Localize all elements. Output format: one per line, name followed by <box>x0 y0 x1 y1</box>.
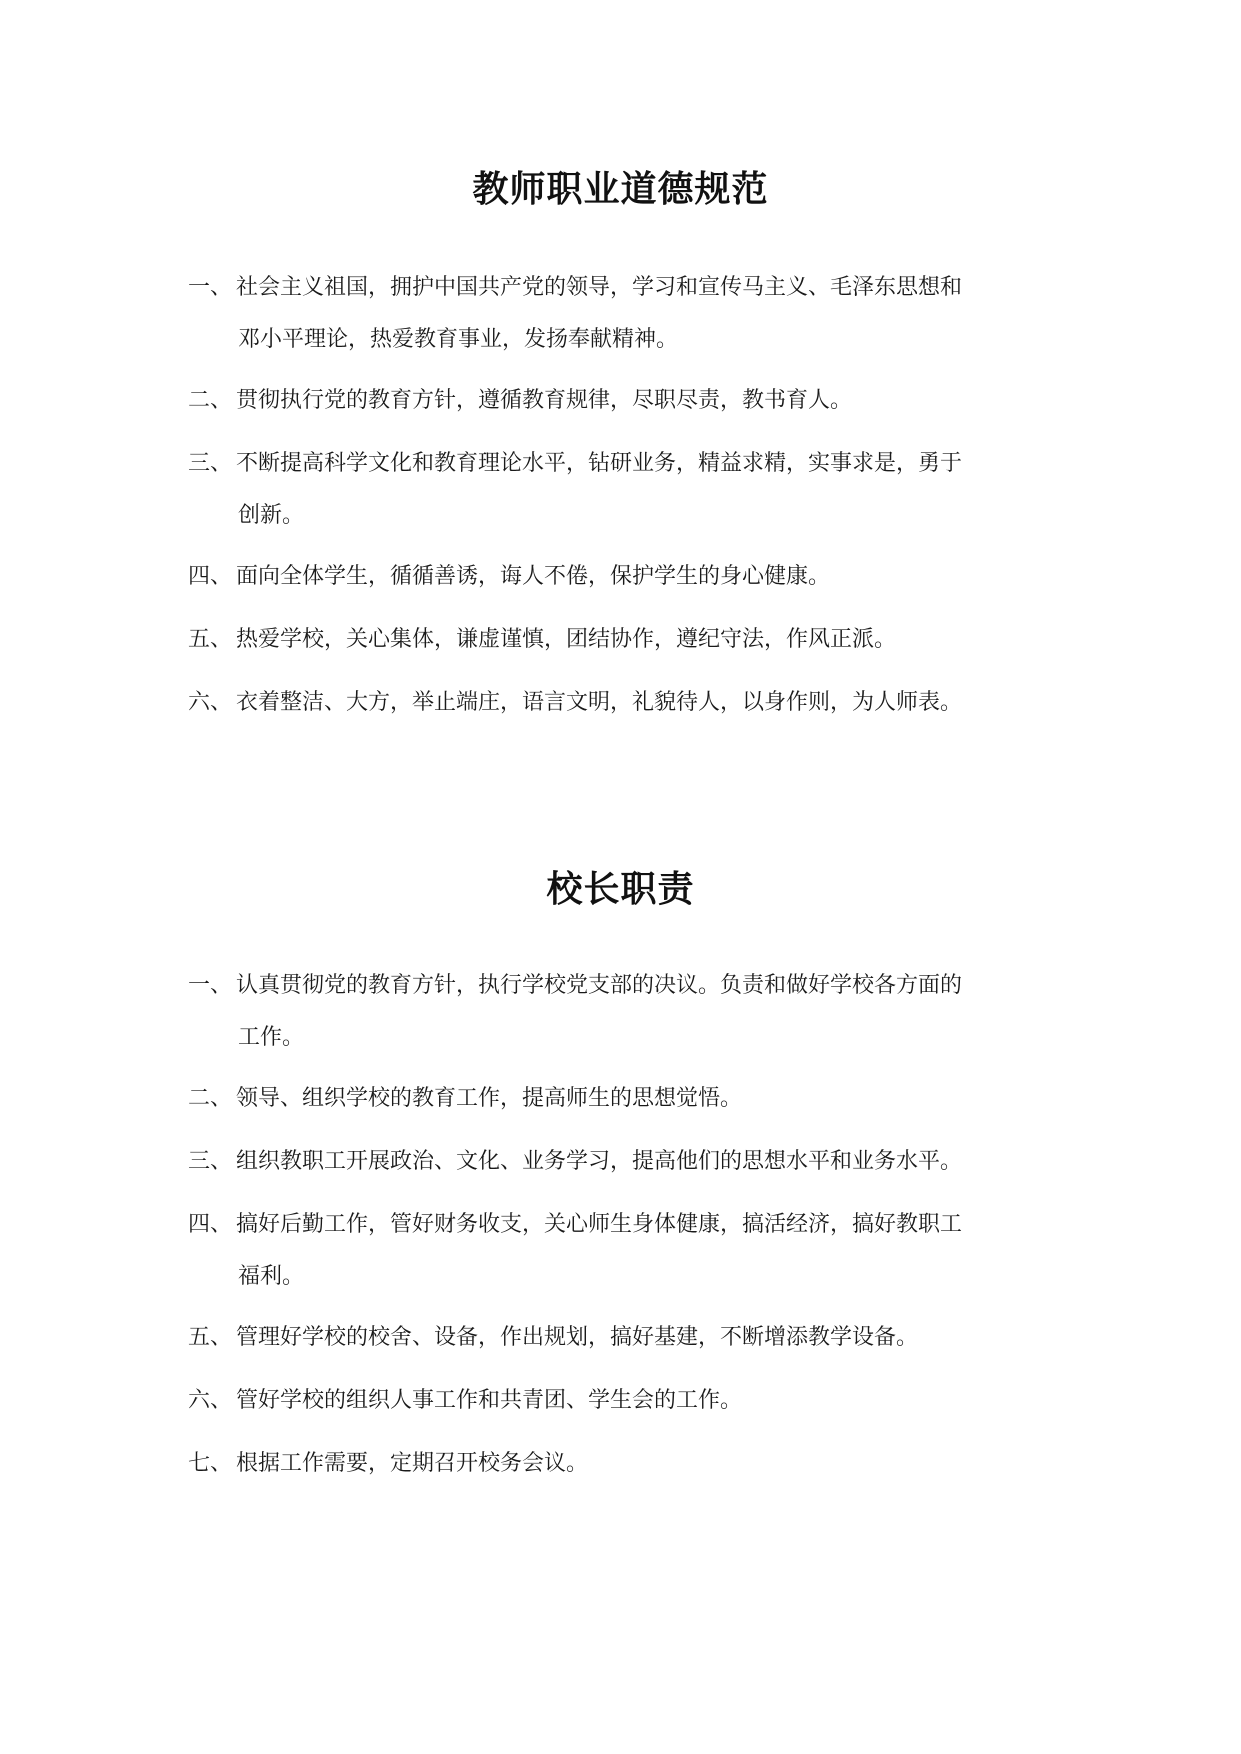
list-item <box>188 1312 1088 1364</box>
item-text: 领导、组织学校的教育工作，提高师生的思想觉悟。 <box>236 1086 743 1111</box>
item-number: 二、 <box>188 388 233 413</box>
item-number: 六、 <box>188 1388 233 1413</box>
item-text: 根据工作需要，定期召开校务会议。 <box>236 1451 589 1476</box>
item-text: 社会主义祖国，拥护中国共产党的领导，学习和宣传马主义、毛泽东思想和 <box>236 275 963 300</box>
list-item <box>188 551 1088 603</box>
list-item <box>188 1073 1088 1125</box>
item-text: 衣着整洁、大方，举止端庄，语言文明，礼貌待人，以身作则，为人师表。 <box>236 690 963 715</box>
item-text-continued: 邓小平理论，热爱教育事业，发扬奉献精神。 <box>238 327 679 352</box>
item-text: 组织教职工开展政治、文化、业务学习，提高他们的思想水平和业务水平。 <box>236 1149 963 1174</box>
section-title-principal-duties: 校长职责 <box>546 869 695 910</box>
item-number: 一、 <box>188 275 233 300</box>
list-item <box>188 1438 1088 1490</box>
list-item <box>188 1136 1088 1188</box>
item-text: 面向全体学生，循循善诱，诲人不倦，保护学生的身心健康。 <box>236 564 831 589</box>
item-text: 管理好学校的校舍、设备，作出规划，搞好基建，不断增添教学设备。 <box>236 1325 919 1350</box>
item-text: 不断提高科学文化和教育理论水平，钻研业务，精益求精，实事求是，勇于 <box>236 451 963 476</box>
list-item <box>188 960 1088 1064</box>
item-number: 五、 <box>188 627 233 652</box>
section-title-teacher-ethics: 教师职业道德规范 <box>472 169 769 210</box>
item-text: 管好学校的组织人事工作和共青团、学生会的工作。 <box>236 1388 743 1413</box>
item-text-continued: 工作。 <box>238 1025 305 1050</box>
list-item <box>188 262 1088 366</box>
item-text-continued: 创新。 <box>238 503 305 528</box>
list-item <box>188 375 1088 427</box>
item-text: 搞好后勤工作，管好财务收支，关心师生身体健康，搞活经济，搞好教职工 <box>236 1212 963 1237</box>
item-text: 贯彻执行党的教育方针，遵循教育规律，尽职尽责，教书育人。 <box>236 388 853 413</box>
item-number: 七、 <box>188 1451 233 1476</box>
list-item <box>188 1199 1088 1303</box>
item-text: 热爱学校，关心集体，谦虚谨慎，团结协作，遵纪守法，作风正派。 <box>236 627 897 652</box>
item-number: 二、 <box>188 1086 233 1111</box>
item-text: 认真贯彻党的教育方针，执行学校党支部的决议。负责和做好学校各方面的 <box>236 973 963 998</box>
list-item <box>188 438 1088 542</box>
item-number: 六、 <box>188 690 233 715</box>
item-number: 四、 <box>188 1212 233 1237</box>
list-item <box>188 677 1088 729</box>
item-text-continued: 福利。 <box>238 1264 305 1289</box>
item-number: 三、 <box>188 451 233 476</box>
list-item <box>188 614 1088 666</box>
item-number: 四、 <box>188 564 233 589</box>
item-number: 一、 <box>188 973 233 998</box>
list-item <box>188 1375 1088 1427</box>
item-number: 三、 <box>188 1149 233 1174</box>
item-number: 五、 <box>188 1325 233 1350</box>
